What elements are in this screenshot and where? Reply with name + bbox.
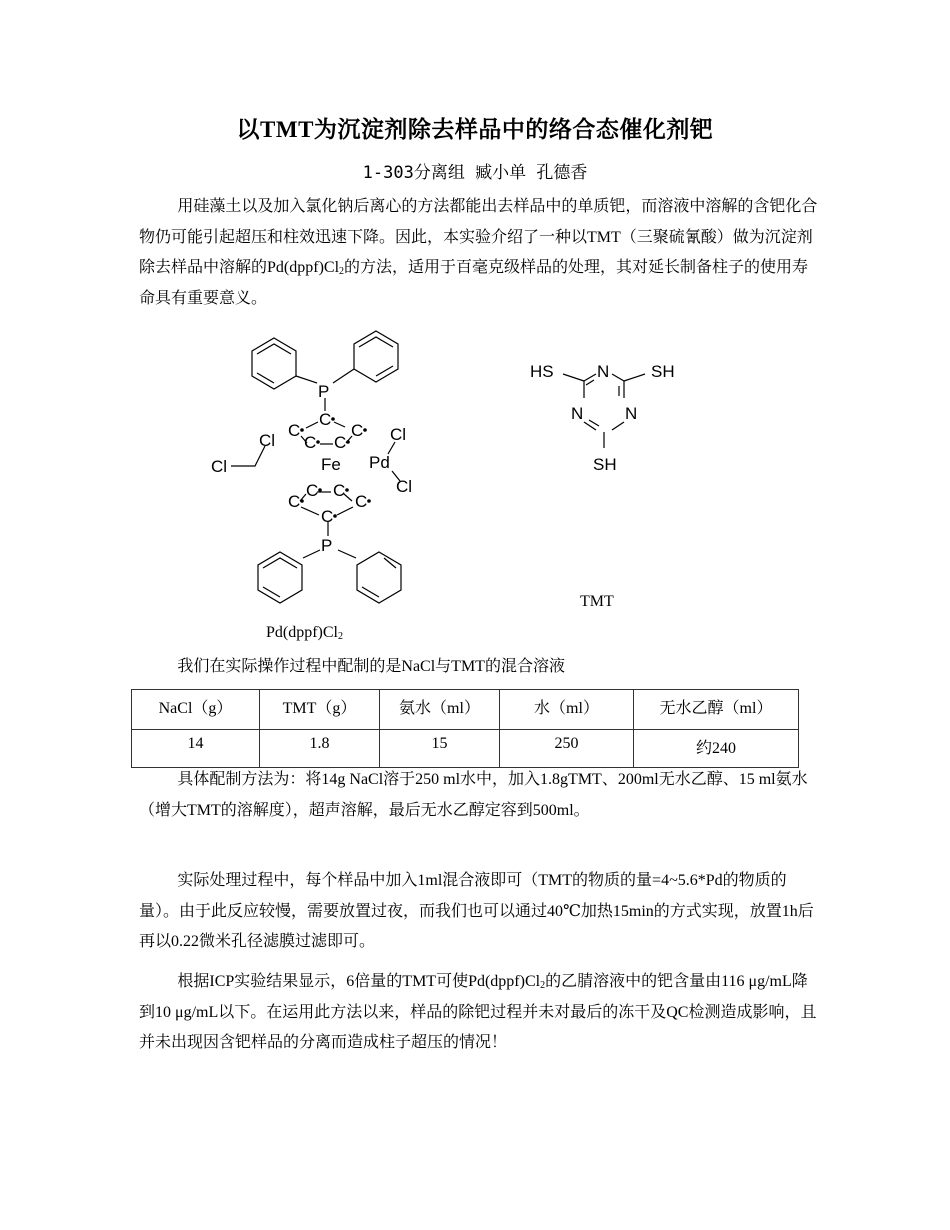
- intro-text-2: 的方法，适用于百毫克级样品的处理，其对延长制备柱子的使用寿命具有重要意义。: [139, 259, 809, 307]
- atom-sh-right: SH: [651, 362, 675, 381]
- atom-p-bottom: P: [321, 536, 333, 555]
- atom-c: C: [321, 507, 334, 526]
- intro-paragraph: [139, 192, 819, 314]
- result-paragraph: [139, 967, 819, 1059]
- atom-cl: Cl: [396, 477, 413, 496]
- result-text-2: 的乙腈溶液中的钯含量由116 μg/mL降到10 μg/mL以下。在运用此方法以来，样品的除钯过程并未对最后的冻干及QC检测造成影响，且并未出现因含钯样品的分离而造成柱子超压的情况！: [139, 973, 817, 1051]
- table-cell: 1.8: [260, 730, 380, 768]
- atom-pd: Pd: [369, 453, 390, 472]
- atom-c: C: [351, 421, 364, 440]
- atom-c: C: [333, 481, 346, 500]
- atom-c: C: [334, 433, 347, 452]
- atom-cl: Cl: [390, 425, 407, 444]
- tmt-structure: [520, 350, 700, 480]
- atom-c: C: [288, 421, 301, 440]
- table-header-cell: 氨水（ml）: [380, 690, 500, 730]
- atom-p-top: P: [318, 382, 330, 401]
- table-intro: 我们在实际操作过程中配制的是NaCl与TMT的混合溶液: [177, 658, 565, 675]
- atom-cl: Cl: [211, 457, 228, 476]
- atom-n: N: [571, 404, 584, 423]
- intro-formula: $Pd(dppf)Cl_2$: [267, 259, 345, 277]
- table-header-cell: TMT（g）: [260, 690, 380, 730]
- atom-c: C: [319, 410, 332, 429]
- pd-dppf-cl2-structure: [200, 322, 440, 612]
- table-header-cell: NaCl（g）: [132, 690, 260, 730]
- table-cell: 250: [500, 730, 634, 768]
- figure2-caption: TMT: [580, 593, 614, 610]
- atom-n: N: [597, 362, 610, 381]
- data-table: [131, 689, 799, 768]
- atom-c: C: [288, 492, 301, 511]
- atom-n: N: [625, 404, 638, 423]
- authors-line: 1-303分离组 臧小单 孔德香: [362, 163, 588, 183]
- atom-sh-left: HS: [530, 362, 554, 381]
- intro-text-1: 用硅藻土以及加入氯化钠后离心的方法都能出去样品中的单质钯，而溶液中溶解的含钯化合物仍可能引起超压和柱效迅速下降。因此，本实验介绍了一种以TMT（三聚硫氰酸）做为沉淀剂除去样品中溶解的: [139, 198, 818, 276]
- atom-cl: Cl: [259, 431, 276, 450]
- table-cell: 约240: [634, 730, 799, 768]
- method-paragraph: 具体配制方法为：将14g NaCl溶于250 ml水中，加入1.8gTMT、200ml无水乙醇、15 ml氨水（增大TMT的溶解度），超声溶解，最后无水乙醇定容到500ml。: [139, 771, 808, 819]
- result-text-1: 根据ICP实验结果显示，6倍量的TMT可使: [177, 973, 469, 990]
- atom-c: C: [355, 492, 368, 511]
- table-cell: 14: [132, 730, 260, 768]
- process-paragraph: 实际处理过程中，每个样品中加入1ml混合液即可（TMT的物质的量=4~5.6*Pd的物质的量）。由于此反应较慢，需要放置过夜，而我们也可以通过40℃加热15min的方式实现，放置1h后再以0.22微米孔径滤膜过滤即可。: [139, 872, 814, 950]
- atom-c: C: [304, 433, 317, 452]
- atom-c: C: [306, 481, 319, 500]
- table-cell: 15: [380, 730, 500, 768]
- table-header-cell: 无水乙醇（ml）: [634, 690, 799, 730]
- table-header-cell: 水（ml）: [500, 690, 634, 730]
- figure1-caption: $Pd(dppf)Cl_2$: [266, 624, 343, 642]
- atom-sh-bottom: SH: [593, 455, 617, 474]
- page-title: 以TMT为沉淀剂除去样品中的络合态催化剂钯: [236, 117, 714, 142]
- result-formula: $Pd(dppf)Cl_2$: [468, 973, 546, 991]
- atom-fe: Fe: [321, 455, 341, 474]
